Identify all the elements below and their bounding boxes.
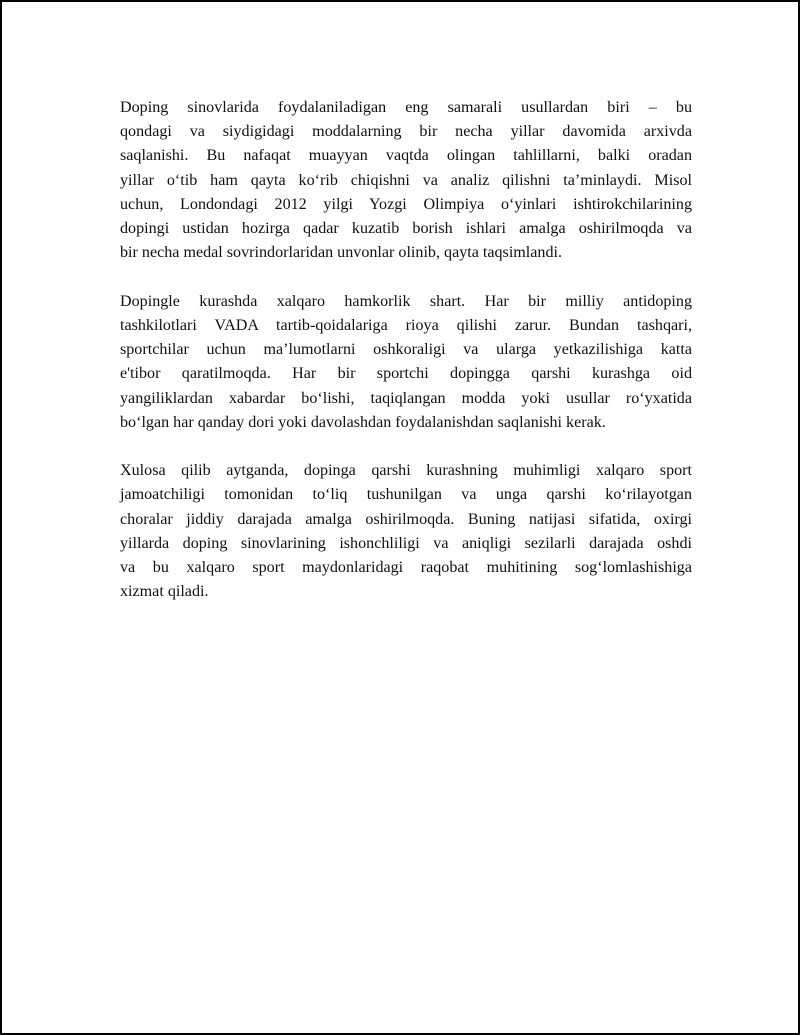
text-line: dopingi ustidan hozirga qadar kuzatib borish ishlari amalga oshirilmoqda va	[120, 220, 692, 238]
text-line: sportchilar uchun ma’lumotlarni oshkoraligi va ularga yetkazilishiga katta	[120, 341, 692, 359]
text-line: saqlanishi. Bu nafaqat muayyan vaqtda olingan tahlillarni, balki oradan	[120, 147, 692, 165]
text-line: yangiliklardan xabardar bo‘lishi, taqiqlangan modda yoki usullar ro‘yxatida	[120, 389, 692, 407]
paragraph-2	[120, 290, 692, 435]
text-line: Xulosa qilib aytganda, dopinga qarshi kurashning muhimligi xalqaro sport	[120, 462, 692, 480]
text-line: Doping sinovlarida foydalaniladigan eng samarali usullardan biri – bu	[120, 99, 692, 116]
text-line: bir necha medal sovrindorlaridan unvonlar olinib, qayta taqsimlandi.	[120, 244, 563, 262]
text-line: Dopingle kurashda xalqaro hamkorlik shart. Har bir milliy antidoping	[120, 292, 692, 310]
text-line: yillarda doping sinovlarining ishonchliligi va aniqligi sezilarli darajada oshdi	[120, 534, 692, 552]
paragraph-1	[120, 96, 692, 265]
paragraph-3	[120, 459, 692, 604]
text-line: va bu xalqaro sport maydonlaridagi raqobat muhitining sog‘lomlashishiga	[120, 559, 692, 577]
text-line: qondagi va siydigidagi moddalarning bir necha yillar davomida arxivda	[120, 123, 692, 141]
text-line: bo‘lgan har qanday dori yoki davolashdan foydalanishdan saqlanishi kerak.	[120, 413, 606, 431]
text-line: tashkilotlari VADA tartib-qoidalariga rioya qilishi zarur. Bundan tashqari,	[120, 316, 692, 334]
text-line: jamoatchiligi tomonidan to‘liq tushunilgan va unga qarshi ko‘rilayotgan	[120, 486, 692, 504]
text-line: choralar jiddiy darajada amalga oshirilmoqda. Buning natijasi sifatida, oxirgi	[120, 510, 692, 528]
text-line: e'tibor qaratilmoqda. Har bir sportchi dopingga qarshi kurashga oid	[120, 365, 692, 383]
text-line: yillar o‘tib ham qayta ko‘rib chiqishni va analiz qilishni ta’minlaydi. Misol	[120, 171, 692, 189]
document-body	[120, 96, 692, 629]
text-line: uchun, Londondagi 2012 yilgi Yozgi Olimpiya o‘yinlari ishtirokchilarining	[120, 195, 692, 213]
text-line: xizmat qiladi.	[120, 583, 209, 601]
